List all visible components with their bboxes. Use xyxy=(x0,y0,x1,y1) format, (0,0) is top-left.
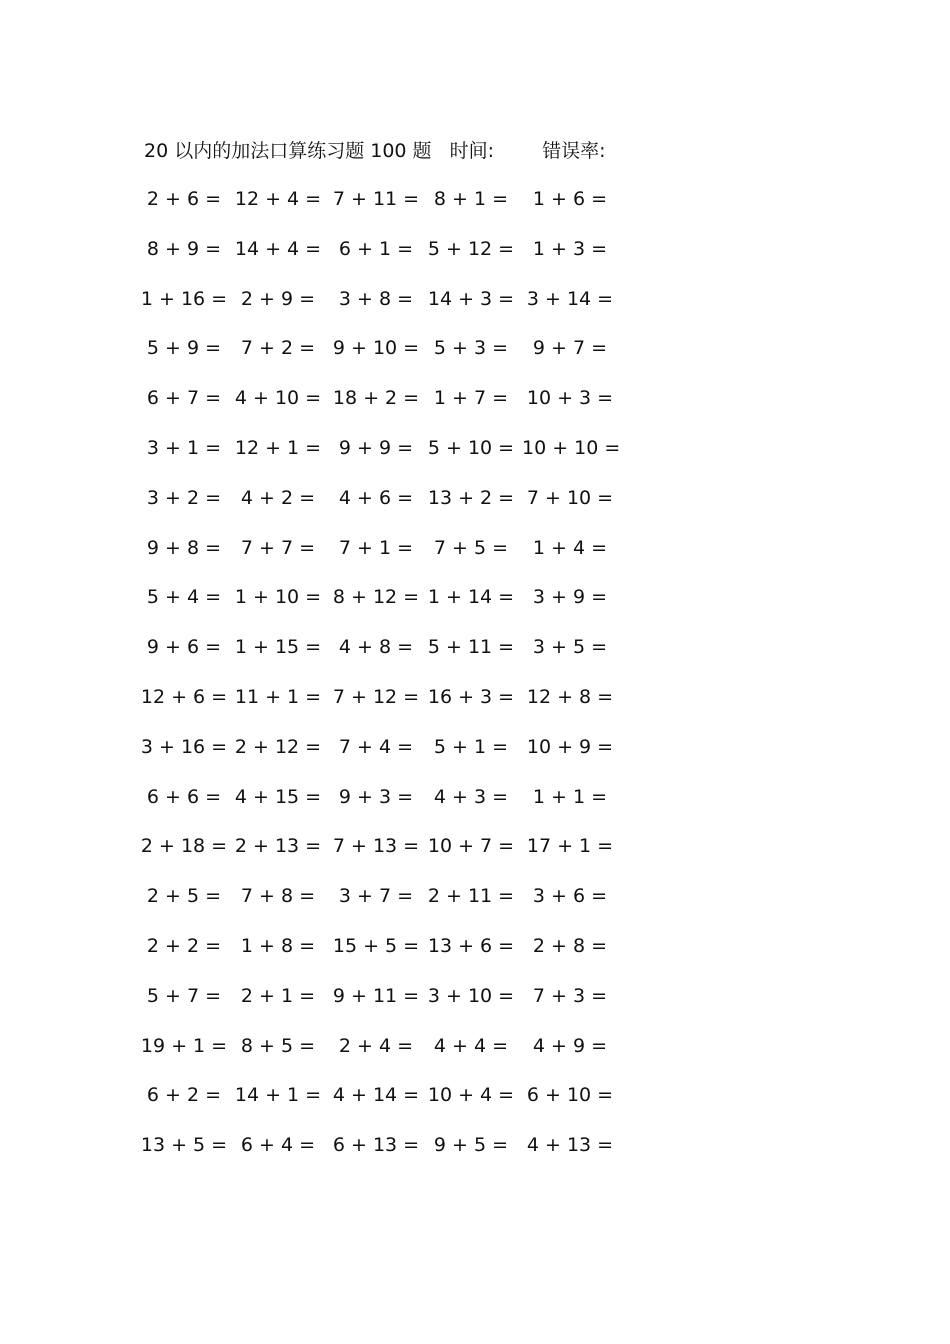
addition-problem: 8 + 5 = xyxy=(240,1034,316,1057)
problem-row xyxy=(0,184,950,214)
addition-problem: 2 + 8 = xyxy=(532,935,608,957)
addition-problem: 4 + 8 = xyxy=(338,636,414,659)
addition-problem: 3 + 9 = xyxy=(532,586,608,609)
addition-problem: 8 + 9 = xyxy=(146,237,222,260)
problem-row xyxy=(0,1031,950,1061)
addition-problem: 1 + 15 = xyxy=(234,636,322,659)
addition-problem: 10 + 7 = xyxy=(427,835,515,858)
addition-problem: 9 + 11 = xyxy=(332,984,420,1007)
addition-problem: 2 + 12 = xyxy=(234,735,322,758)
addition-problem: 1 + 14 = xyxy=(427,586,515,609)
problem-row xyxy=(0,582,950,612)
addition-problem: 14 + 1 = xyxy=(234,1084,322,1107)
addition-problem: 6 + 4 = xyxy=(240,1134,316,1157)
addition-problem: 10 + 3 = xyxy=(526,387,614,410)
addition-problem: 4 + 3 = xyxy=(433,785,509,808)
addition-problem: 7 + 7 = xyxy=(240,536,316,559)
addition-problem: 12 + 1 = xyxy=(234,437,322,459)
addition-problem: 4 + 13 = xyxy=(526,1134,614,1157)
addition-problem: 6 + 1 = xyxy=(338,237,414,260)
addition-problem: 5 + 9 = xyxy=(146,337,222,360)
problem-row xyxy=(0,433,950,463)
addition-problem: 4 + 14 = xyxy=(332,1084,420,1107)
addition-problem: 9 + 8 = xyxy=(146,536,222,559)
problem-row xyxy=(0,1130,950,1160)
addition-problem: 3 + 14 = xyxy=(526,287,614,310)
problem-row xyxy=(0,284,950,314)
addition-problem: 7 + 4 = xyxy=(338,735,414,758)
addition-problem: 3 + 6 = xyxy=(532,885,608,908)
addition-problem: 8 + 12 = xyxy=(332,586,420,609)
problem-row xyxy=(0,981,950,1011)
addition-problem: 3 + 10 = xyxy=(427,984,515,1007)
addition-problem: 8 + 1 = xyxy=(433,188,509,210)
addition-problem: 7 + 2 = xyxy=(240,337,316,360)
problem-row xyxy=(0,1080,950,1110)
addition-problem: 7 + 13 = xyxy=(332,835,420,858)
addition-problem: 9 + 3 = xyxy=(338,785,414,808)
addition-problem: 2 + 4 = xyxy=(338,1034,414,1057)
addition-problem: 3 + 7 = xyxy=(338,885,414,908)
addition-problem: 9 + 7 = xyxy=(532,337,608,360)
addition-problem: 7 + 5 = xyxy=(433,536,509,559)
addition-problem: 14 + 3 = xyxy=(427,287,515,310)
problem-row xyxy=(0,483,950,513)
addition-problem: 2 + 1 = xyxy=(240,984,316,1007)
problem-row xyxy=(0,831,950,861)
problem-row xyxy=(0,533,950,563)
addition-problem: 6 + 7 = xyxy=(146,387,222,410)
problem-row xyxy=(0,732,950,762)
problem-row xyxy=(0,881,950,911)
addition-problem: 6 + 6 = xyxy=(146,785,222,808)
addition-problem: 4 + 9 = xyxy=(532,1034,608,1057)
addition-problem: 4 + 4 = xyxy=(433,1034,509,1057)
addition-problem: 13 + 2 = xyxy=(427,486,515,509)
addition-problem: 3 + 8 = xyxy=(338,287,414,310)
addition-problem: 7 + 12 = xyxy=(332,686,420,708)
addition-problem: 14 + 4 = xyxy=(234,237,322,260)
addition-problem: 5 + 7 = xyxy=(146,984,222,1007)
addition-problem: 1 + 10 = xyxy=(234,586,322,609)
addition-problem: 5 + 11 = xyxy=(427,636,515,659)
error-rate-label: 错误率: xyxy=(542,140,606,162)
addition-problem: 1 + 3 = xyxy=(532,237,608,260)
addition-problem: 15 + 5 = xyxy=(332,935,420,957)
addition-problem: 13 + 6 = xyxy=(427,935,515,957)
addition-problem: 1 + 7 = xyxy=(433,387,509,410)
addition-problem: 13 + 5 = xyxy=(140,1134,228,1157)
addition-problem: 1 + 16 = xyxy=(140,287,228,310)
problem-row xyxy=(0,234,950,264)
worksheet-title: 20 以内的加法口算练习题 100 题 xyxy=(144,140,432,162)
addition-problem: 9 + 6 = xyxy=(146,636,222,659)
addition-problem: 5 + 4 = xyxy=(146,586,222,609)
addition-problem: 1 + 8 = xyxy=(240,935,316,957)
problem-row xyxy=(0,931,950,961)
problem-row xyxy=(0,682,950,712)
addition-problem: 2 + 2 = xyxy=(146,935,222,957)
addition-problem: 6 + 2 = xyxy=(146,1084,222,1107)
worksheet-header xyxy=(144,137,605,165)
addition-problem: 7 + 8 = xyxy=(240,885,316,908)
addition-problem: 4 + 2 = xyxy=(240,486,316,509)
addition-problem: 7 + 11 = xyxy=(332,188,420,210)
addition-problem: 5 + 3 = xyxy=(433,337,509,360)
addition-problem: 2 + 11 = xyxy=(427,885,515,908)
addition-problem: 19 + 1 = xyxy=(140,1034,228,1057)
addition-problem: 11 + 1 = xyxy=(234,686,322,708)
addition-problem: 2 + 9 = xyxy=(240,287,316,310)
addition-problem: 7 + 10 = xyxy=(526,486,614,509)
addition-problem: 2 + 6 = xyxy=(146,188,222,210)
addition-problem: 4 + 15 = xyxy=(234,785,322,808)
addition-problem: 10 + 10 = xyxy=(522,437,621,459)
addition-problem: 12 + 6 = xyxy=(140,686,228,708)
addition-problem: 5 + 12 = xyxy=(427,237,515,260)
addition-problem: 9 + 5 = xyxy=(433,1134,509,1157)
addition-problem: 7 + 1 = xyxy=(338,536,414,559)
addition-problem: 12 + 4 = xyxy=(234,188,322,210)
addition-problem: 16 + 3 = xyxy=(427,686,515,708)
addition-problem: 6 + 10 = xyxy=(526,1084,614,1107)
addition-problem: 2 + 5 = xyxy=(146,885,222,908)
addition-problem: 17 + 1 = xyxy=(526,835,614,858)
addition-problem: 10 + 9 = xyxy=(526,735,614,758)
time-label: 时间: xyxy=(449,140,495,162)
problem-row xyxy=(0,632,950,662)
addition-problem: 9 + 9 = xyxy=(338,437,414,459)
addition-problem: 18 + 2 = xyxy=(332,387,420,410)
addition-problem: 3 + 16 = xyxy=(140,735,228,758)
problem-row xyxy=(0,383,950,413)
addition-problem: 3 + 2 = xyxy=(146,486,222,509)
addition-problem: 6 + 13 = xyxy=(332,1134,420,1157)
addition-problem: 2 + 18 = xyxy=(140,835,228,858)
problem-row xyxy=(0,333,950,363)
addition-problem: 3 + 5 = xyxy=(532,636,608,659)
problem-row xyxy=(0,782,950,812)
addition-problem: 4 + 6 = xyxy=(338,486,414,509)
addition-problem: 7 + 3 = xyxy=(532,984,608,1007)
addition-problem: 1 + 1 = xyxy=(532,785,608,808)
addition-problem: 4 + 10 = xyxy=(234,387,322,410)
addition-problem: 5 + 10 = xyxy=(427,437,515,459)
addition-problem: 9 + 10 = xyxy=(332,337,420,360)
addition-problem: 3 + 1 = xyxy=(146,437,222,459)
addition-problem: 10 + 4 = xyxy=(427,1084,515,1107)
addition-problem: 1 + 6 = xyxy=(532,188,608,210)
addition-problem: 1 + 4 = xyxy=(532,536,608,559)
addition-problem: 2 + 13 = xyxy=(234,835,322,858)
addition-problem: 12 + 8 = xyxy=(526,686,614,708)
addition-problem: 5 + 1 = xyxy=(433,735,509,758)
